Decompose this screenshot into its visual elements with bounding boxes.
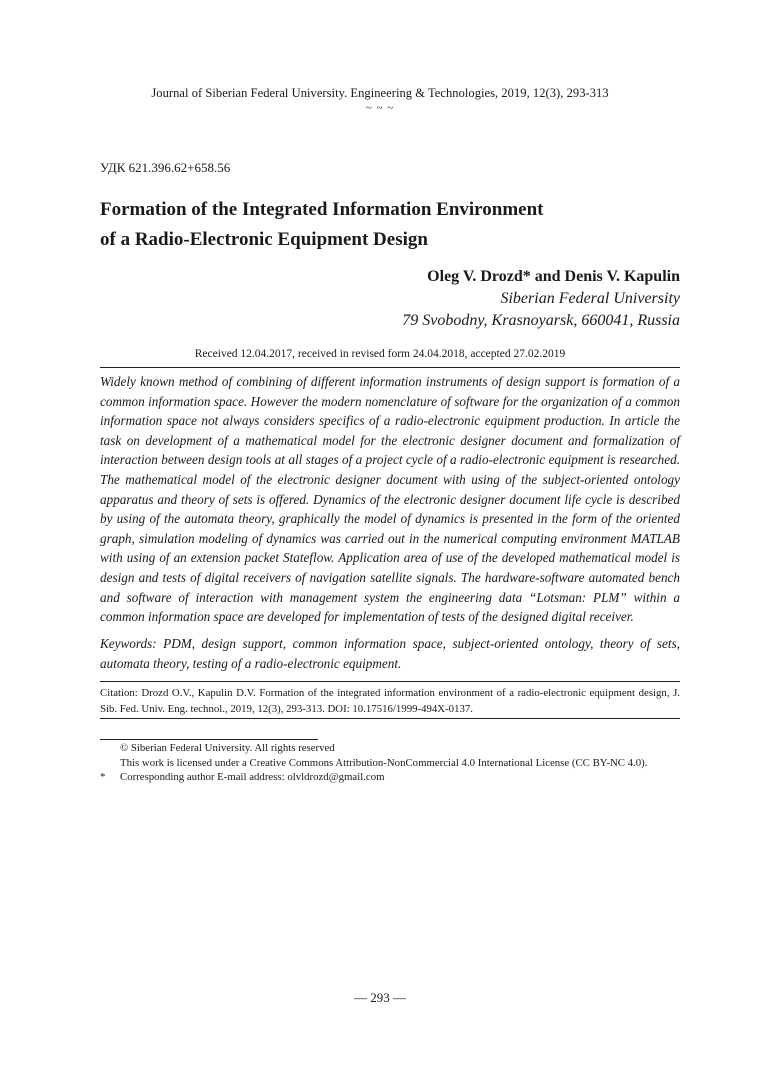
footnote-rule [100, 739, 318, 740]
license-text: This work is licensed under a Creative Commons Attribution-NonCommercial 4.0 International License (CC BY-NC 4.0). [120, 756, 648, 769]
ornament: ~ ~ ~ [365, 102, 395, 114]
rule-citation-bottom [100, 718, 680, 719]
page-number: — 293 — [354, 990, 406, 1005]
article-title [100, 195, 660, 255]
asterisk-mark: * [100, 771, 106, 783]
copyright-text: © Siberian Federal University. All rights reserved [120, 742, 335, 754]
title-line-1: Formation of the Integrated Information Environment [100, 199, 544, 220]
abstract: Widely known method of combining of different information instruments of design support is formation of a common information space. However the modern nomenclature of software for the organization of a common information space not always considers specifics of a radio-electronic equipment production. In article the task on development of a mathematical model for the electronic designer document and formalization of interaction between design tools at all stages of a project cycle of a radio-electronic equipment is researched. The mathematical model of the electronic designer document with using of the subject-oriented ontology apparatus and theory of sets is offered. Dynamics of the electronic designer document life cycle is described by using of the automata theory, graphically the model of dynamics is presented in the form of the oriented graph, simulation modeling of dynamics was carried out in the numerical computing environment MATLAB with using of an extension packet Stateflow. Application area of use of the developed mathematical model is design and tests of digital receivers of navigation satellite signals. The hardware-software automated bench and software of interaction with management system the engineering data “Lotsman: PLM” within a common information space are developed for implementation of tests of the designed digital receiver. [100, 374, 680, 625]
footnote-copyright [100, 741, 690, 756]
keywords: Keywords: PDM, design support, common information space, subject-oriented ontology, theory of sets, automata theory, testing of a radio-electronic equipment. [100, 636, 680, 671]
rule-top [100, 367, 680, 368]
received-dates: Received 12.04.2017, received in revised form 24.04.2018, accepted 27.02.2019 [194, 348, 566, 360]
footnotes [100, 741, 690, 785]
title-line-2: of a Radio-Electronic Equipment Design [100, 229, 428, 250]
footnote-license [100, 756, 690, 771]
udk-code: УДК 621.396.62+658.56 [100, 160, 231, 175]
corresponding-email: Corresponding author E-mail address: olvldrozd@gmail.com [120, 771, 385, 783]
affiliation-institution: Siberian Federal University [500, 290, 680, 307]
affiliation-address: 79 Svobodny, Krasnoyarsk, 660041, Russia [402, 312, 680, 329]
running-head: Journal of Siberian Federal University. Engineering & Technologies, 2019, 12(3), 293-313 [151, 86, 609, 100]
footnote-corresponding [100, 770, 690, 785]
authors: Oleg V. Drozd* and Denis V. Kapulin [427, 268, 680, 285]
author-block [180, 266, 680, 332]
rule-citation-top [100, 681, 680, 682]
citation: Citation: Drozd O.V., Kapulin D.V. Formation of the integrated information environment of a radio-electronic equipment design, J. Sib. Fed. Univ. Eng. technol., 2019, 12(3), 293-313. DOI: 10.17516/1999-494X-0137. [100, 687, 680, 715]
